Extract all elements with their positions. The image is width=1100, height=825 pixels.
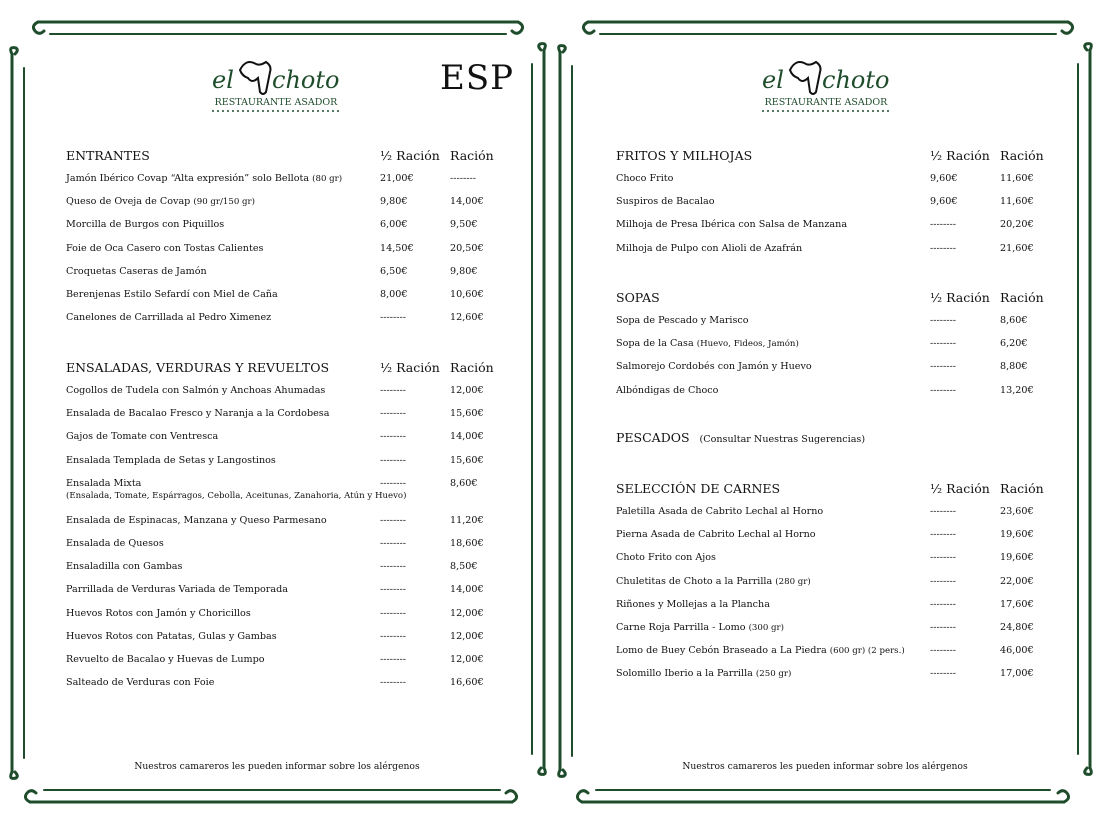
item-half-price: -------- [930, 552, 956, 564]
allergen-note: Nuestros camareros les pueden informar sobre los alérgenos [134, 761, 420, 772]
item-name: Ensalada de Bacalao Fresco y Naranja a la Cordobesa [66, 408, 330, 420]
menu-item [616, 573, 1046, 596]
menu-item [66, 263, 496, 286]
logo-word-choto: choto [272, 66, 340, 94]
item-half-price: -------- [380, 385, 406, 396]
menu-item [616, 619, 1046, 642]
item-full-price: 6,20€ [1000, 338, 1028, 350]
section-header [66, 148, 496, 170]
item-full-price: 14,00€ [450, 196, 484, 208]
item-name: Salmorejo Cordobés con Jamón y Huevo [616, 361, 812, 373]
item-full-price: 23,60€ [1000, 506, 1034, 517]
col-half-header: ½ Ración [380, 148, 440, 163]
item-note: (300 gr) [748, 622, 785, 633]
section-carnes [616, 481, 1046, 689]
section-header [616, 290, 1046, 312]
section-title: PESCADOS [616, 430, 690, 445]
menu-item [616, 549, 1046, 572]
item-full-price: 14,00€ [450, 584, 484, 596]
menu-item [66, 651, 496, 674]
menu-item [66, 405, 496, 428]
item-half-price: -------- [380, 537, 406, 549]
item-half-price: -------- [930, 338, 956, 350]
menu-item [616, 170, 1046, 193]
goat-head-icon [790, 62, 821, 94]
menu-item [66, 558, 496, 581]
allergen-note: Nuestros camareros les pueden informar sobre los alérgenos [682, 761, 968, 772]
item-name: Salteado de Verduras con Foie [66, 677, 215, 689]
section-header [66, 360, 496, 382]
item-half-price: -------- [930, 219, 956, 231]
section-title: SOPAS [616, 290, 660, 305]
item-name: Sopa de Pescado y Marisco [616, 315, 749, 326]
col-full-header: Ración [450, 148, 494, 163]
item-half-price: 9,60€ [930, 196, 958, 208]
menu-item [616, 665, 1046, 688]
item-full-price: 22,00€ [1000, 575, 1034, 587]
item-half-price: -------- [930, 384, 956, 396]
item-full-price: 12,60€ [450, 312, 484, 324]
item-full-price: 19,60€ [1000, 552, 1034, 564]
col-half-header: ½ Ración [380, 360, 440, 375]
item-full-price: 8,50€ [450, 561, 478, 573]
item-half-price: -------- [380, 431, 406, 443]
menu-item [66, 512, 496, 535]
item-half-price: 9,60€ [930, 173, 958, 184]
item-full-price: 17,60€ [1000, 598, 1034, 610]
item-full-price: -------- [450, 173, 476, 184]
item-full-price: 16,60€ [450, 677, 484, 689]
logo-subtitle: RESTAURANTE ASADOR [214, 97, 338, 108]
item-name: Ensalada de Espinacas, Manzana y Queso Parmesano [66, 514, 327, 526]
item-name: Sopa de la Casa [616, 338, 694, 350]
logo-subtitle: RESTAURANTE ASADOR [764, 97, 888, 108]
item-name: Solomillo Iberio a la Parrilla [616, 668, 753, 680]
item-half-price: -------- [380, 561, 406, 573]
col-full-header: Ración [1000, 148, 1044, 163]
item-full-price: 12,00€ [450, 653, 484, 665]
menu-item [66, 309, 496, 332]
item-full-price: 15,60€ [450, 454, 484, 466]
item-full-price: 14,00€ [450, 431, 484, 443]
item-half-price: -------- [930, 315, 956, 326]
restaurant-logo [756, 54, 896, 116]
item-full-price: 24,80€ [1000, 621, 1034, 633]
item-name: Queso de Oveja de Covap [66, 196, 191, 208]
section-entrantes [66, 148, 496, 332]
item-name: Ensalada Mixta [66, 477, 142, 489]
menu-item [616, 335, 1046, 358]
menu-item [66, 452, 496, 475]
menu-item [616, 642, 1046, 665]
section-pescados [616, 430, 865, 445]
item-name: Morcilla de Burgos con Piquillos [66, 219, 225, 231]
item-name: Riñones y Mollejas a la Plancha [616, 598, 770, 610]
item-full-price: 8,60€ [1000, 315, 1028, 326]
item-half-price: -------- [380, 630, 406, 642]
item-half-price: -------- [380, 454, 406, 466]
item-full-price: 9,80€ [450, 265, 478, 277]
item-half-price: -------- [930, 529, 956, 541]
logo-word-el: el [762, 66, 784, 94]
item-full-price: 8,80€ [1000, 361, 1028, 373]
menu-item [616, 503, 1046, 526]
item-full-price: 13,20€ [1000, 384, 1034, 396]
item-half-price: 9,80€ [380, 196, 408, 208]
item-note: (80 gr) [312, 174, 343, 184]
menu-item [66, 193, 496, 216]
item-full-price: 12,00€ [450, 385, 484, 396]
item-note: (Huevo, Fideos, Jamón) [696, 339, 799, 350]
item-half-price: -------- [930, 645, 956, 657]
item-half-price: 6,50€ [380, 265, 408, 277]
item-full-price: 20,20€ [1000, 219, 1034, 231]
section-sopas [616, 290, 1046, 405]
item-name: Lomo de Buey Cebón Braseado a La Piedra [616, 645, 827, 657]
item-name: Ensalada Templada de Setas y Langostinos [66, 454, 276, 466]
menu-item [66, 674, 496, 697]
item-half-price: -------- [930, 621, 956, 633]
item-full-price: 8,60€ [450, 477, 478, 489]
item-half-price: -------- [930, 668, 956, 680]
col-half-header: ½ Ración [930, 290, 990, 305]
item-name: Foie de Oca Casero con Tostas Calientes [66, 242, 264, 254]
item-name: Carne Roja Parrilla - Lomo [616, 621, 746, 633]
item-half-price: -------- [380, 607, 406, 619]
menu-item [66, 286, 496, 309]
item-name: Canelones de Carrillada al Pedro Ximenez [66, 312, 272, 324]
menu-item [66, 475, 496, 512]
menu-item [66, 628, 496, 651]
menu-item [616, 382, 1046, 405]
item-name: Choto Frito con Ajos [616, 552, 716, 564]
item-name: Paletilla Asada de Cabrito Lechal al Horno [616, 506, 824, 517]
menu-item [616, 526, 1046, 549]
logo-word-el: el [212, 66, 234, 94]
item-name: Milhoja de Pulpo con Alioli de Azafrán [616, 242, 803, 254]
item-note: (280 gr) [775, 576, 811, 587]
menu-item [66, 216, 496, 239]
item-half-price: -------- [930, 506, 956, 517]
item-name: Ensalada de Quesos [66, 537, 164, 549]
item-full-price: 11,20€ [450, 514, 484, 526]
col-full-header: Ración [1000, 290, 1044, 305]
item-full-price: 12,00€ [450, 607, 484, 619]
item-name: Pierna Asada de Cabrito Lechal al Horno [616, 529, 816, 541]
item-name: Jamón Ibérico Covap “Alta expresión” solo Bellota [66, 173, 310, 184]
col-full-header: Ración [450, 360, 494, 375]
col-half-header: ½ Ración [930, 148, 990, 163]
section-ensaladas [66, 360, 496, 697]
section-title: ENTRANTES [66, 148, 150, 163]
restaurant-logo [206, 54, 346, 116]
item-full-price: 21,60€ [1000, 242, 1034, 254]
item-description: (Ensalada, Tomate, Espárragos, Cebolla, Aceitunas, Zanahoria, Atún y Huevo) [66, 490, 407, 501]
item-full-price: 46,00€ [1000, 645, 1034, 657]
item-name: Huevos Rotos con Patatas, Gulas y Gambas [66, 630, 277, 642]
item-full-price: 9,50€ [450, 219, 478, 231]
menu-item [66, 240, 496, 263]
item-half-price: -------- [380, 477, 406, 489]
item-half-price: 14,50€ [380, 242, 414, 254]
menu-item [66, 428, 496, 451]
ornamental-frame [550, 0, 1100, 825]
menu-item [616, 358, 1046, 381]
item-name: Croquetas Caseras de Jamón [66, 265, 207, 277]
item-name: Choco Frito [616, 173, 674, 184]
item-half-price: -------- [380, 677, 406, 689]
item-name: Milhoja de Presa Ibérica con Salsa de Manzana [616, 219, 848, 231]
item-name: Chuletitas de Choto a la Parrilla [616, 575, 773, 587]
menu-item [66, 581, 496, 604]
menu-item [616, 216, 1046, 239]
item-name: Suspiros de Bacalao [616, 196, 715, 208]
item-full-price: 17,00€ [1000, 668, 1034, 680]
menu-item [66, 170, 496, 193]
item-full-price: 11,60€ [1000, 196, 1034, 208]
item-half-price: -------- [380, 584, 406, 596]
item-half-price: -------- [380, 514, 406, 526]
item-half-price: -------- [930, 598, 956, 610]
item-full-price: 18,60€ [450, 537, 484, 549]
item-name: Albóndigas de Choco [616, 384, 719, 396]
item-half-price: -------- [380, 653, 406, 665]
item-name: Huevos Rotos con Jamón y Choricillos [66, 607, 251, 619]
item-note: (90 gr/150 gr) [193, 197, 255, 208]
language-label: ESP [440, 58, 514, 98]
item-name: Cogollos de Tudela con Salmón y Anchoas Ahumadas [66, 385, 326, 396]
item-full-price: 11,60€ [1000, 173, 1034, 184]
menu-item [616, 596, 1046, 619]
logo-word-choto: choto [822, 66, 890, 94]
item-half-price: -------- [380, 408, 406, 420]
menu-item [66, 535, 496, 558]
item-name: Parrillada de Verduras Variada de Temporada [66, 584, 288, 596]
menu-item [616, 193, 1046, 216]
item-half-price: -------- [930, 575, 956, 587]
item-full-price: 10,60€ [450, 288, 484, 300]
menu-item [66, 605, 496, 628]
section-title: SELECCIÓN DE CARNES [616, 481, 781, 496]
item-full-price: 12,00€ [450, 630, 484, 642]
goat-head-icon [240, 62, 271, 94]
item-name: Revuelto de Bacalao y Huevas de Lumpo [66, 653, 265, 665]
item-half-price: 21,00€ [380, 173, 414, 184]
item-note: (250 gr) [755, 669, 792, 680]
section-header [616, 148, 1046, 170]
item-half-price: 8,00€ [380, 288, 408, 300]
section-fritos [616, 148, 1046, 263]
item-note: (600 gr) (2 pers.) [829, 646, 905, 657]
item-half-price: -------- [930, 242, 956, 254]
menu-item [616, 240, 1046, 263]
item-half-price: 6,00€ [380, 219, 408, 231]
item-half-price: -------- [930, 361, 956, 373]
item-name: Berenjenas Estilo Sefardí con Miel de Caña [66, 288, 278, 300]
menu-item [616, 312, 1046, 335]
section-note: (Consultar Nuestras Sugerencias) [699, 434, 866, 445]
menu-page-right [550, 0, 1100, 825]
menu-item [66, 382, 496, 405]
section-title: FRITOS Y MILHOJAS [616, 148, 753, 163]
item-full-price: 15,60€ [450, 408, 484, 420]
item-full-price: 20,50€ [450, 242, 484, 254]
section-title: ENSALADAS, VERDURAS Y REVUELTOS [66, 360, 330, 375]
item-half-price: -------- [380, 312, 406, 324]
item-name: Ensaladilla con Gambas [66, 561, 183, 573]
item-full-price: 19,60€ [1000, 529, 1034, 541]
section-header [616, 481, 1046, 503]
col-half-header: ½ Ración [930, 481, 990, 496]
item-name: Gajos de Tomate con Ventresca [66, 431, 219, 443]
col-full-header: Ración [1000, 481, 1044, 496]
